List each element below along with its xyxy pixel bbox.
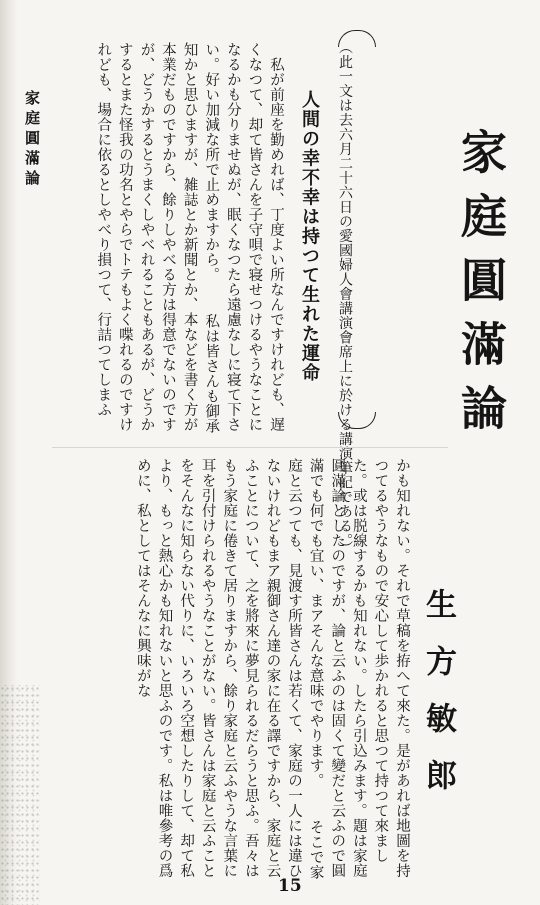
body-text-upper: 私が前座を勤めれば、丁度よい所なんですけれども、遅くなつて、却て皆さんを子守唄で寝せつけるやうなことになるかも分りませぬが、眠くなつたら遠慮なしに寝て下さい。好い加減な所で止めますから。 私は皆さんも御承知かと思ひますが、雑誌とか新聞とか、本などを書く方が本業だものですから、餘りしやべる方は得意でないのですが、どうかするとうまくしやべれることもあるが、どうかするとまた怪我の功名とやらでトテもよく喋れるのですけれども、場合に依るとしやべり損つて、行詰つてしまふ (95, 42, 284, 434)
body-text-lower: かも知れない。それで草稿を拵へて來た。是があれば地圖を持つてるやうなもので安心して歩かれると思つて持つて來ました。或は脱線するかも知れない。したら引込みます。題は家庭圓滿論としたのですが、論と云ふのは固くて變だと云ふので圓滿でも何でも宜い、まアそんな意味でやります。 そこで家庭と云つても、見渡す所皆さんは若くて、家庭の一人には違ひないけれどもまア親御さん達の家に在る譯ですから、家庭と云ふことについて、之を將來に夢見られるだらうと思ふ。吾々はもう家庭に倦きて居りますから、餘り家庭と云ふやうな言葉に耳を引付けられるやうなことがない。皆さんは家庭と云ふことをそんなに知らない代りに、いろいろ空想したりして、却て私より、もっと熱心かも知れないと思ふのです。私は唯參考の爲めに、私としてはそんなに興味がな (134, 458, 410, 880)
page-number: 15 (278, 876, 302, 896)
author-name: 生方敏郎 (420, 588, 456, 816)
column-divider (52, 447, 448, 448)
print-speckle (0, 685, 40, 905)
running-header: 家庭圓滿論 (23, 90, 41, 190)
editorial-note: （此一文は去六月二十六日の愛國婦人會講演會席上に於ける講演筆記である。） (337, 40, 353, 555)
article-title: 家庭圓滿論 (454, 128, 508, 448)
section-heading: 人間の幸不幸は持つて生れた運命 (299, 90, 320, 383)
